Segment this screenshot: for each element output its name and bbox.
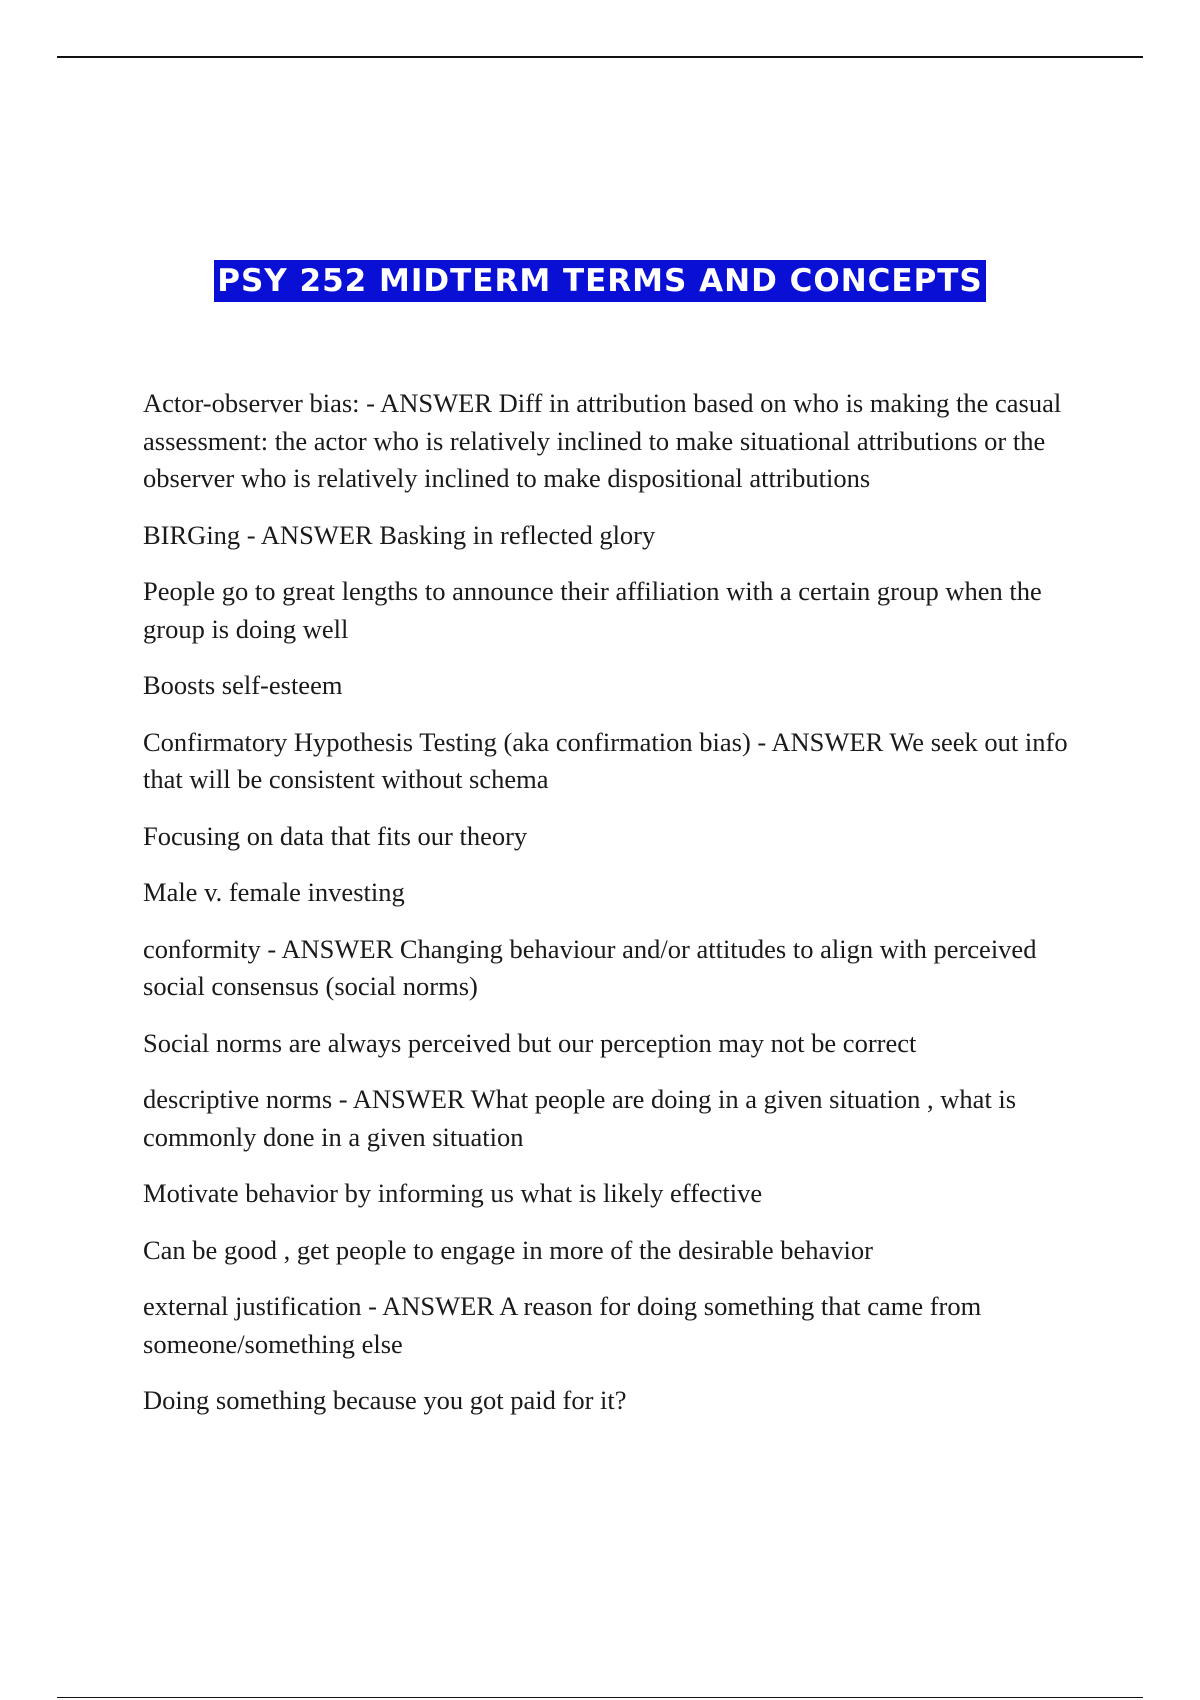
- document-body: [143, 385, 1093, 1439]
- paragraph: Can be good , get people to engage in more of the desirable behavior: [143, 1234, 873, 1265]
- title-container: [0, 260, 1200, 302]
- paragraph-actor-observer-bias: Actor-observer bias: - ANSWER Diff in attribution based on who is making the casual assessment: the actor who is relatively inclined to make situational attributions or the observer who is relatively inclined to make dispositional attributions: [143, 388, 1062, 493]
- bottom-rule: [57, 1697, 1143, 1698]
- paragraph: Doing something because you got paid for it?: [143, 1385, 627, 1415]
- document-title: PSY 252 MIDTERM TERMS AND CONCEPTS: [214, 260, 986, 302]
- top-rule: [57, 56, 1143, 58]
- paragraph-confirmatory-hypothesis-testing: Confirmatory Hypothesis Testing (aka confirmation bias) - ANSWER We seek out info that will be consistent without schema: [143, 726, 1068, 794]
- paragraph-descriptive-norms: descriptive norms - ANSWER What people are doing in a given situation , what is commonly done in a given situation: [143, 1084, 1017, 1152]
- paragraph: Focusing on data that fits our theory: [143, 820, 528, 851]
- paragraph-birging: BIRGing - ANSWER Basking in reflected glory: [143, 519, 656, 550]
- paragraph: Social norms are always perceived but our perception may not be correct: [143, 1027, 917, 1058]
- paragraph: Boosts self-esteem: [143, 670, 343, 700]
- paragraph-external-justification: external justification - ANSWER A reason for doing something that came from someone/something else: [143, 1291, 982, 1359]
- paragraph: Male v. female investing: [143, 877, 405, 907]
- paragraph: Motivate behavior by informing us what is likely effective: [143, 1178, 763, 1208]
- paragraph: People go to great lengths to announce their affiliation with a certain group when the group is doing well: [143, 576, 1042, 644]
- paragraph-conformity: conformity - ANSWER Changing behaviour and/or attitudes to align with perceived social consensus (social norms): [143, 933, 1037, 1001]
